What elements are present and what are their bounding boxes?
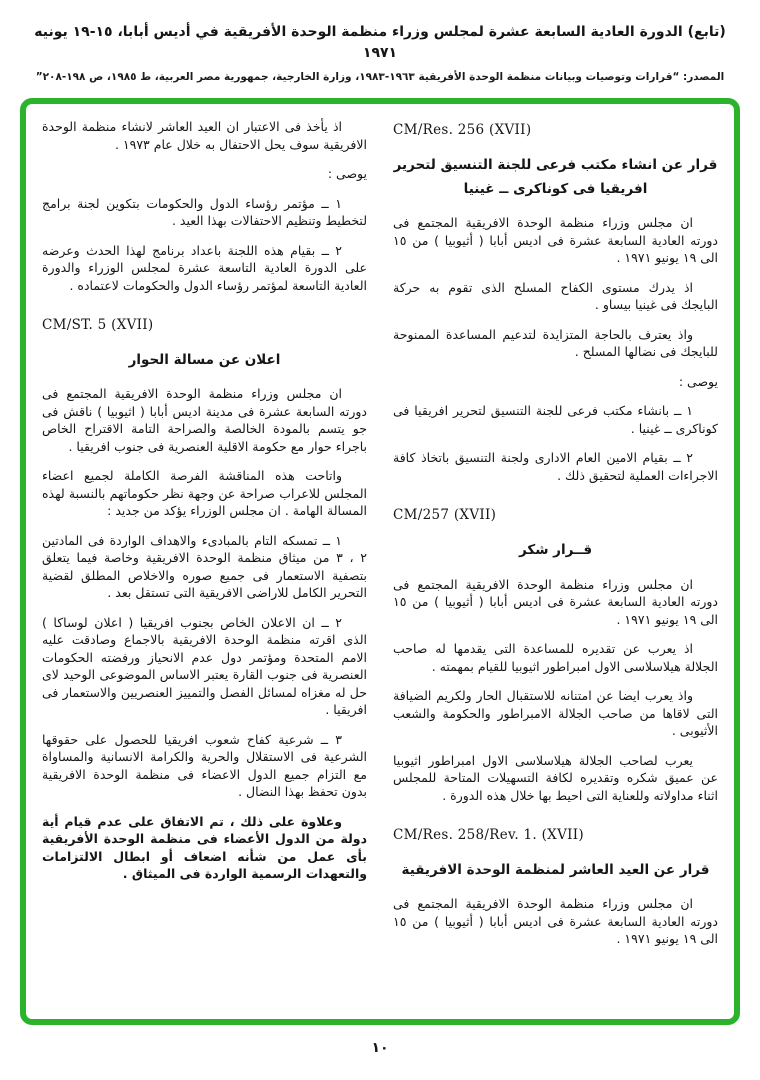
paragraph: ان مجلس وزراء منظمة الوحدة الافريقية المجتمع فى دورته العادية السابعة عشرة فى اديس أبابا ( أثيوبيا ) من ١٥ الى ١٩ يونيو ١٩٧١ .	[393, 215, 718, 266]
resolution-title: اعلان عن مسالة الحوار	[128, 351, 281, 368]
list-item: ٢ ــ ان الاعلان الخاص بجنوب افريقيا ( اعلان لوساكا ) الذى اقرته منظمة الوحدة الافريقية بالاجماع وصادقت عليه الامم المتحدة ومؤتمر دول عدم الانحياز ورفضته الحكومات العنصرية فى جنوب القارة يعتبر الاساس الموضوعى الوحيد لاى حل له مغزاه لمسائل الفصل والتمييز العنصريين والاستعمار فى افريقيا .	[42, 614, 367, 718]
list-item: ١ ــ بانشاء مكتب فرعى للجنة التنسيق لتحرير افريقيا فى كوناكرى ــ غينيا .	[393, 403, 718, 436]
paragraph: يعرب لصاحب الجلالة هيلاسلاسى الاول امبراطور اثيوبيا عن عميق شكره وتقديره لكافة التسهيلات المتاحة للمجلس اثناء مداولاته وللعناية التى احيط بها خلال هذه الدورة .	[393, 752, 718, 803]
page-number: ١٠	[371, 1040, 389, 1056]
paragraph: واتاحت هذه المناقشة الفرصة الكاملة لجميع اعضاء المجلس للاعراب صراحة عن وجهة نظر حكوماتهم بالنسبة لهذه المسالة الهامة . ان مجلس الوزراء يؤكد من جديد :	[42, 468, 367, 519]
recommends-label: يوصى :	[327, 166, 367, 181]
resolution-code: CM/Res. 258/Rev. 1. (XVII)	[393, 827, 584, 844]
right-column	[393, 118, 718, 1009]
paragraph: واذ يعترف بالحاجة المتزايدة لتدعيم المساعدة الممنوحة للبايجك فى نضالها المسلح .	[393, 326, 718, 360]
two-column-layout	[42, 118, 718, 1009]
resolution-title: قرار عن انشاء مكتب فرعى للجنة التنسيق لتحرير افريقيا فى كوناكرى ــ غينيا	[393, 156, 718, 198]
paragraph: واذ يعرب ايضا عن امتنانه للاستقبال الحار ولكريم الضيافة التى لاقاها من صاحب الجلالة الامبراطور والحكومة والشعب الأثيوبى .	[393, 688, 718, 739]
page-title: (تابع) الدورة العادية السابعة عشرة لمجلس وزراء منظمة الوحدة الأفريقية في أديس أبابا، ١٥-١٩ يونيه ١٩٧١	[34, 24, 726, 61]
page-footer	[0, 1040, 760, 1056]
resolution-code: CM/ST. 5 (XVII)	[42, 317, 154, 333]
paragraph: وعلاوة على ذلك ، تم الاتفاق على عدم قيام أية دولة من الدول الأعضاء فى منظمة الوحدة الأفريقية بأى عمل من شأنه اضعاف أو ابطال الالتزامات والتعهدات الرسمية الواردة فى الميثاق .	[42, 813, 367, 882]
paragraph: اذ يدرك مستوى الكفاح المسلح الذى تقوم به حركة البايجك فى غينيا بيساو .	[393, 279, 718, 313]
resolution-title: قرار عن العيد العاشر لمنظمة الوحدة الافريقية	[401, 862, 710, 879]
list-item: ١ ــ مؤتمر رؤساء الدول والحكومات بتكوين لجنة برامج لتخطيط وتنظيم الاحتفالات بهذا العيد .	[42, 195, 367, 228]
list-item: ٣ ــ شرعية كفاح شعوب افريقيا للحصول على حقوقها الشرعية فى الاستقلال والحرية والكرامة الانسانية والمساواة مع التزام جميع الدول الاعضاء فى منظمة الوحدة الافريقية بدون تحفظ بهذا النضال .	[42, 731, 367, 800]
list-item: ٢ ــ بقيام هذه اللجنة باعداد برنامج لهذا الحدث وعرضه على الدورة العادية التاسعة عشرة لمجلس الوزراء والدورة العادية التاسعة لمؤتمر رؤساء الدول والحكومات لاعتماده .	[42, 242, 367, 293]
list-item: ١ ــ تمسكه التام بالمبادىء والاهداف الواردة فى المادتين ٢ ، ٣ من ميثاق منظمة الوحدة الافريقية وخاصة فيما يتعلق بتصفية الاستعمار فى جميع صوره والاخلاص المطلق لقضية التحرير الكامل للاراضى الافريقية التى تستقل بعد .	[42, 532, 367, 601]
page-header	[0, 0, 760, 83]
resolution-title: قــرار شكر	[518, 542, 593, 559]
source-line: المصدر: “قرارات وتوصيات وبيانات منظمة الوحدة الأفريقية ١٩٦٣-١٩٨٣، وزارة الخارجية، جمهورية مصر العربية، ط ١٩٨٥، ص ١٩٨-٢٠٨”	[35, 71, 725, 83]
resolution-code: CM/Res. 256 (XVII)	[393, 122, 532, 138]
paragraph: ان مجلس وزراء منظمة الوحدة الافريقية المجتمع فى دورته السابعة عشرة فى مدينة اديس أبابا ( اثيوبيا ) ناقش فى جو يتسم بالمودة الخالصة والصراحة التامة الاقتراح الخاص باجراء حوار مع حكومة الاقلية العنصرية فى جنوب افريقيا .	[42, 386, 367, 454]
recommends-label: يوصى :	[678, 373, 718, 389]
list-item: ٢ ــ بقيام الامين العام الادارى ولجنة التنسيق باتخاذ كافة الاجراءات العملية لتحقيق ذلك .	[393, 450, 718, 483]
paragraph: ان مجلس وزراء منظمة الوحدة الافريقية المجتمع فى دورته العادية السابعة عشرة فى اديس أبابا ( أثيوبيا ) من ١٥ الى ١٩ يونيو ١٩٧١ .	[393, 896, 718, 947]
paragraph: ان مجلس وزراء منظمة الوحدة الافريقية المجتمع فى دورته العادية السابعة عشرة فى اديس أبابا ( أثيوبيا ) من ١٥ الى ١٩ يونيو ١٩٧١ .	[393, 576, 718, 627]
resolution-code: CM/257 (XVII)	[393, 507, 497, 524]
paragraph: اذ يعرب عن تقديره للمساعدة التى يقدمها له صاحب الجلالة هيلاسلاسى الاول امبراطور اثيوبيا للقيام بمهمته .	[393, 641, 718, 674]
left-column	[42, 118, 367, 1009]
paragraph: اذ يأخذ فى الاعتبار ان العيد العاشر لانشاء منظمة الوحدة الافريقية سوف يحل الاحتفال به خلال عام ١٩٧٣ .	[42, 119, 367, 152]
resolutions-box	[20, 98, 740, 1025]
